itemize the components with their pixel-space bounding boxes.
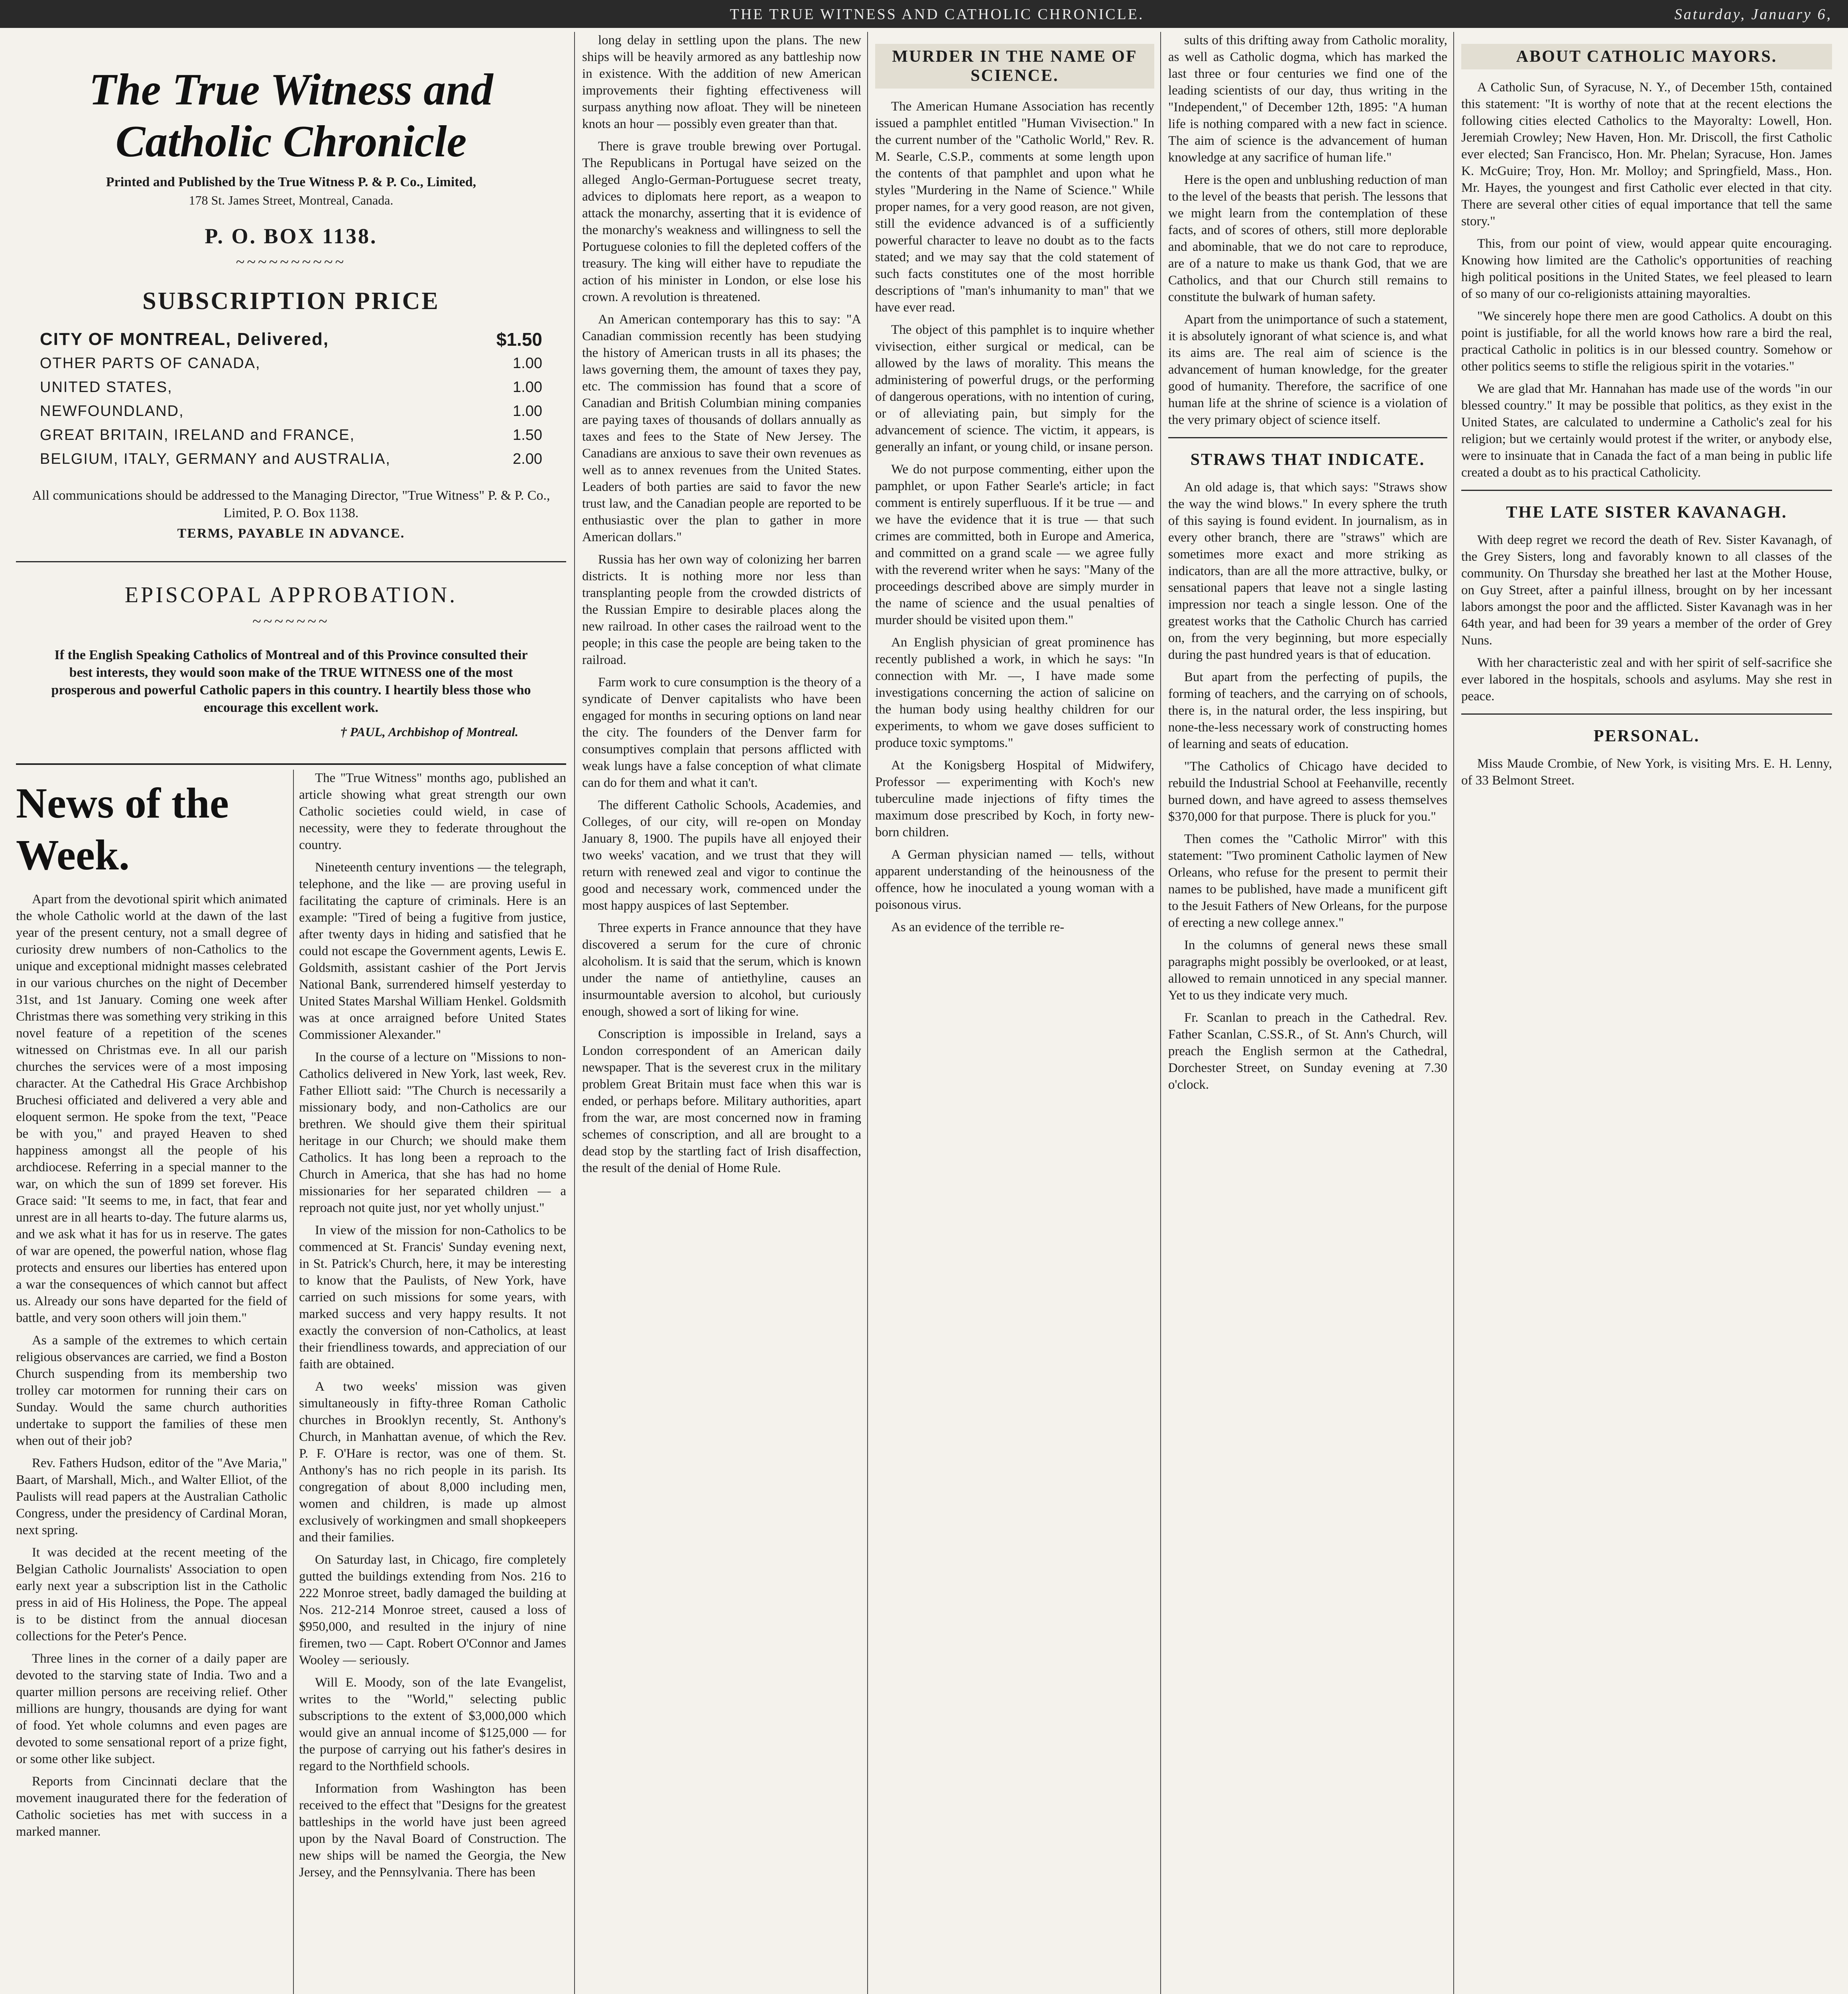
dateline bbox=[16, 763, 566, 770]
article-paragraph: In the columns of general news these small paragraphs might possibly be overlooked, or at least, allowed to remain unnoticed in any special manner. Yet to us they indicate very much. bbox=[1168, 938, 1447, 1003]
section-title-personal: PERSONAL. bbox=[1593, 727, 1700, 745]
article-paragraph: An American contemporary has this to say: "A Canadian commission recently has been studying the history of American trusts in all its phases; the laws governing them, the amount of taxes they pay, etc. The commission has found that a score of Canadian and British Columbian mining companies are paying taxes of thousands of dollars annually as taxes and fees to the State of New Jersey. The Canadians are anxious to save their own revenues as well as to annex revenues from the United States. Leaders of both parties are said to favor the new trust law, and the Canadian people are reported to be enthusiastic over the plan to gather in more American dollars." bbox=[582, 312, 861, 544]
price-amount: 1.50 bbox=[513, 427, 542, 443]
subscription-notice: All communications should be addressed to the Managing Director, "True Witness" P. & P. Co., Limited, P. O. Box 1138. bbox=[32, 488, 550, 520]
price-label: NEWFOUNDLAND, bbox=[40, 403, 184, 420]
article-paragraph: Three experts in France announce that they have discovered a serum for the cure of chronic alcoholism. It is said that the serum, which is known under the name of antiethyline, causes an insurmountable aversion to alcohol, but curiously enough, showed a sort of liking for wine. bbox=[582, 921, 861, 1019]
flourish-ornament: ~~~~~~~ bbox=[252, 612, 330, 630]
article-paragraph: Then comes the "Catholic Mirror" with this statement: "Two prominent Catholic laymen of New Orleans, who refuse for the present to permit their names to be published, have made a munificent gift to the Jesuit Fathers of New Orleans, for the purpose of erecting a new college annex." bbox=[1168, 832, 1447, 930]
column-4 bbox=[875, 32, 1154, 1994]
episcopal-heading: EPISCOPAL APPROBATION. bbox=[124, 583, 458, 607]
article-paragraph: As a sample of the extremes to which certain religious observances are carried, we find a Boston Church suspending from its membership two trolley car motormen for running their cars on Sunday. Would the same church authorities undertake to support the families of these men when out of their job? bbox=[16, 1333, 287, 1448]
masthead-publisher: Printed and Published by the True Witness P. & P. Co., Limited, bbox=[106, 175, 476, 189]
column-rule bbox=[293, 770, 294, 1994]
section-title-kavanagh: THE LATE SISTER KAVANAGH. bbox=[1506, 503, 1787, 522]
article-paragraph: Nineteenth century inventions — the telegraph, telephone, and the like — are proving useful in facilitating the capture of criminals. Here is an example: "Tired of being a fugitive from justice, after twenty days in hiding and satisfied that he could not escape the Government agents, Lewis E. Goldsmith, assistant cashier of the Port Jervis National Bank, surrendered himself yesterday to United States Marshal William Henkel. Goldsmith was at once arraigned before United States Commissioner Alexander." bbox=[299, 860, 566, 1042]
article-paragraph: A Catholic Sun, of Syracuse, N. Y., of December 15th, contained this statement: "It is worthy of note that at the recent elections the following cities elected Catholics to the Mayoralty: Lowell, Hon. Jeremiah Crowley; New Haven, Hon. Mr. Driscoll, the first Catholic ever elected; San Francisco, Hon. Mr. Phelan; Syracuse, Hon. James K. McGuire; Troy, Hon. Mr. Molloy; and Springfield, Mass., Hon. Mr. Hayes, the youngest and first Catholic ever elected in that city. There are several other cities of equal importance that tell the same story." bbox=[1461, 80, 1832, 229]
article-paragraph: The American Humane Association has recently issued a pamphlet entitled "Human Vivisection." In the current number of the "Catholic World," Rev. R. M. Searle, C.S.P., comments at some length upon the contents of that pamphlet and upon what he styles "Murdering in the Name of Science." While proper names, for a very good reason, are not given, still the evidence advanced is of a sufficiently powerful character to leave no doubt as to the facts stated; and we may say that the cold statement of such facts constitutes one of the most horrible descriptions of "man's inhumanity to man" that we have ever read. bbox=[875, 99, 1154, 315]
article-paragraph: As an evidence of the terrible re- bbox=[891, 920, 1065, 934]
subscription-terms: TERMS, PAYABLE IN ADVANCE. bbox=[177, 526, 405, 541]
masthead-address: 178 St. James Street, Montreal, Canada. bbox=[189, 193, 394, 207]
subscription-table bbox=[16, 327, 566, 471]
price-row bbox=[16, 447, 566, 471]
price-row bbox=[16, 351, 566, 375]
price-amount: $1.50 bbox=[496, 329, 542, 350]
article-paragraph: On Saturday last, in Chicago, fire completely gutted the buildings extending from Nos. 216 to 222 Monroe street, badly damaged the building at Nos. 212-214 Monroe street, caused a loss of $950,000, and resulted in the injury of nine firemen, two — Capt. Robert O'Connor and James Wooley — seriously. bbox=[299, 1553, 566, 1667]
section-title-murder: MURDER IN THE NAME OF SCIENCE. bbox=[875, 44, 1154, 89]
article-paragraph: Information from Washington has been received to the effect that "Designs for the greatest battleships in the world have just been agreed upon by the Naval Board of Construction. The new ships will be named the Georgia, the New Jersey, and the Pennsylvania. There has been bbox=[299, 1781, 566, 1880]
price-label: GREAT BRITAIN, IRELAND and FRANCE, bbox=[40, 427, 355, 443]
article-paragraph: An English physician of great prominence has recently published a work, in which he says: "In connection with Mr. —, I have made some investigations concerning the action of salicine on the human body using healthy children for our experiments, to whom we gave doses sufficient to produce toxic symptoms." bbox=[875, 635, 1154, 750]
article-paragraph: "The Catholics of Chicago have decided to rebuild the Industrial School at Feehanville, recently burned down, and have agreed to assess themselves $370,000 for that purpose. There is pluck for you." bbox=[1168, 759, 1447, 824]
article-paragraph: "We sincerely hope there men are good Catholics. A doubt on this point is justifiable, for all the world knows how rare a bird the real, practical Catholic in politics is in our blessed country. Somehow or other politics seems to stifle the religious spirit in the votaries." bbox=[1461, 309, 1832, 374]
running-header bbox=[0, 0, 1848, 28]
column-rule bbox=[1453, 32, 1454, 1994]
article-paragraph: Russia has her own way of colonizing her barren districts. It is nothing more nor less than transplanting people from the crowded districts of the Russian Empire to desirable places along the new railroad. In other cases the railroad went to the people; in this case the people are being taken to the railroad. bbox=[582, 552, 861, 667]
masthead-title: The True Witness and Catholic Chronicle bbox=[89, 65, 493, 166]
po-box: P. O. BOX 1138. bbox=[205, 224, 378, 248]
price-label: CITY OF MONTREAL, Delivered, bbox=[40, 329, 329, 349]
column-rule bbox=[867, 32, 868, 1994]
news-of-week-heading: News of the Week. bbox=[16, 780, 229, 879]
article-paragraph: A German physician named — tells, without apparent understanding of the heinousness of the offence, how he inoculated a young woman with a poisonous virus. bbox=[875, 847, 1154, 912]
article-paragraph: Reports from Cincinnati declare that the movement inaugurated there for the federation of Catholic societies has met with success in a marked manner. bbox=[16, 1774, 287, 1839]
column-6 bbox=[1461, 32, 1832, 1994]
article-paragraph: Apart from the unimportance of such a statement, it is absolutely ignorant of what science is, and what its aims are. The real aim of science is the advancement of human knowledge, for the greater good of humanity. Therefore, the sacrifice of one human life at the shrine of science is a violation of the very primary object of science itself. bbox=[1168, 312, 1447, 427]
price-amount: 2.00 bbox=[513, 451, 542, 467]
price-amount: 1.00 bbox=[513, 355, 542, 372]
column-1 bbox=[16, 770, 287, 1994]
article-paragraph: But apart from the perfecting of pupils, the forming of teachers, and the carrying on of schools, there is, in the natural order, the less inspiring, but none-the-less necessary work of constructing homes of learning and seats of education. bbox=[1168, 670, 1447, 751]
price-row bbox=[16, 399, 566, 423]
article-paragraph: An old adage is, that which says: "Straws show the way the wind blows." In every sphere the truth of this saying is found evident. In journalism, as in every other branch, there are "straws" which are sometimes more exact and more striking as indicators, than are all the more attractive, bulky, or sensational papers that leave not a single lasting impression nor teach a single lesson. One of the greatest works that the Catholic Church has carried on, from the very beginning, but more especially during the past hundred years is that of education. bbox=[1168, 480, 1447, 662]
article-paragraph: With her characteristic zeal and with her spirit of self-sacrifice she ever labored in the hospitals, schools and asylums. May she rest in peace. bbox=[1461, 656, 1832, 703]
article-paragraph: At the Konigsberg Hospital of Midwifery, Professor — experimenting with Koch's new tuberculine made injections of fifty times the maximum dose prescribed by Koch, in forty new-born children. bbox=[875, 758, 1154, 839]
article-paragraph: Three lines in the corner of a daily paper are devoted to the starving state of India. Two and a quarter million persons are receiving relief. Other millions are hungry, thousands are dying for want of food. Yet whole columns and even pages are devoted to some sensational report of a prize fight, or some other like subject. bbox=[16, 1651, 287, 1766]
running-header-date: Saturday, January 6, bbox=[1674, 6, 1832, 23]
column-2 bbox=[299, 770, 566, 1994]
divider bbox=[1461, 490, 1832, 491]
article-paragraph: sults of this drifting away from Catholic morality, as well as Catholic dogma, which has marked the last three or four centuries we find one of the leading scientists of our day, thus writing in the "Independent," of December 12th, 1895: "A human life is nothing compared with a new fact in science. The aim of science is the advancement of human knowledge at any sacrifice of human life." bbox=[1168, 33, 1447, 165]
article-paragraph: Apart from the devotional spirit which animated the whole Catholic world at the dawn of the last year of the present century, not a small degree of curiosity drew numbers of non-Catholics to the unique and exceptional midnight masses celebrated in our various churches on the night of December 31st, and 1st January. Coming one week after Christmas there was something very striking in this novel feature of a repetition of the scenes witnessed on Christmas eve. In all our parish churches the services were of a most imposing character. At the Cathedral His Grace Archbishop Bruchesi officiated and delivered a very able and eloquent sermon. He spoke from the text, "Peace be with you," and prayed Heaven to shed happiness amongst all the people of his archdiocese. Referring in a special manner to the war, on which the sun of 1899 set forever. His Grace said: "It seems to me, in fact, that fear and unrest are in all hearts to-day. The future alarms us, and we ask what it has for us in reserve. The gates of war are opened, the powerful nation, whose flag protects and ensures our liberties has entered upon a war the consequences of which cannot but affect us. Already our sons have departed for the field of battle, and very soon others will join them." bbox=[16, 892, 287, 1325]
flourish-ornament: ~~~~~~~~~~ bbox=[236, 253, 346, 271]
article-paragraph: We do not purpose commenting, either upon the pamphlet, or upon Father Searle's article; in fact comment is entirely superfluous. If it be true — and we have the evidence that it is true — that such crimes are committed, both in Europe and America, and committed on a grand scale — we agree fully with the reverend writer when he says: "Many of the proceedings described above are simply murder in the name of science and the usual penalties of murder should be visited upon them." bbox=[875, 462, 1154, 627]
article-paragraph: In view of the mission for non-Catholics to be commenced at St. Francis' Sunday evening next, in St. Patrick's Church, here, it may be interesting to know that the Paulists, of New York, have carried on such missions for some years, with marked success and very happy results. It not exactly the conversion of non-Catholics, at least their friendliness towards, and appreciation of our faith are obtained. bbox=[299, 1223, 566, 1371]
price-row bbox=[16, 423, 566, 447]
subscription-heading: SUBSCRIPTION PRICE bbox=[142, 288, 440, 315]
price-row bbox=[16, 327, 566, 351]
divider bbox=[1461, 713, 1832, 715]
column-rule bbox=[574, 32, 575, 1994]
article-paragraph: long delay in settling upon the plans. The new ships will be heavily armored as any battleship now in existence. With the addition of new American improvements their fighting effectiveness will surpass anything now afloat. They will be nineteen knots an hour — possibly even greater than that. bbox=[582, 33, 861, 131]
article-paragraph: Rev. Fathers Hudson, editor of the "Ave Maria," Baart, of Marshall, Mich., and Walter Elliot, of the Paulists will read papers at the Australian Catholic Congress, under the presidency of Cardinal Moran, next spring. bbox=[16, 1456, 287, 1537]
episcopal-body: If the English Speaking Catholics of Montreal and of this Province consulted their best interests, they would soon make of the TRUE WITNESS one of the most prosperous and powerful Catholic papers in this country. I heartily bless those who encourage this excellent work. bbox=[51, 648, 531, 715]
article-paragraph: In the course of a lecture on "Missions to non-Catholics delivered in New York, last week, Rev. Father Elliott said: "The Church is necessarily a missionary body, and non-Catholics are our brethren. We should give them their spiritual heritage in our Church; we should make them Catholics. It has long been a reproach to the Church in America, that she has had no home missionaries for her separated children — a reproach not quite just, nor yet wholly unjust." bbox=[299, 1050, 566, 1215]
article-paragraph: Fr. Scanlan to preach in the Cathedral. Rev. Father Scanlan, C.SS.R., of St. Ann's Church, will preach the English sermon at the Cathedral, Dorchester Street, on Sunday evening at 7.30 o'clock. bbox=[1168, 1011, 1447, 1092]
article-paragraph: Farm work to cure consumption is the theory of a syndicate of Denver capitalists who have been engaged for months in securing options on land near the city. The founders of the Denver farm for consumptives complain that persons afflicted with weak lungs have a false conception of what climate can do for them and what it can't. bbox=[582, 675, 861, 790]
column-rule bbox=[1160, 32, 1161, 1994]
article-paragraph: There is grave trouble brewing over Portugal. The Republicans in Portugal have seized on the alleged Anglo-German-Portuguese secret treaty, advices to diplomats here report, as a weapon to attack the monarchy, asserting that it is evidence of the monarchy's weakness and willingness to sell the Portuguese colonies to fill the depleted coffers of the treasury. The king will either have to repudiate the action of his minister in London, or else lose his crown. A revolution is threatened. bbox=[582, 139, 861, 304]
article-paragraph: Here is the open and unblushing reduction of man to the level of the beasts that perish. The lessons that we might learn from the contemplation of these facts, and of scores of others, still more deplorable and abominable, that we do not care to reproduce, are of a nature to make us thank God, that we are Catholics, and that our Church still remains to constitute the bulwark of human safety. bbox=[1168, 173, 1447, 304]
price-label: OTHER PARTS OF CANADA, bbox=[40, 355, 261, 372]
section-title-straws: STRAWS THAT INDICATE. bbox=[1190, 451, 1425, 469]
masthead-block bbox=[16, 32, 566, 770]
article-paragraph: Will E. Moody, son of the late Evangelist, writes to the "World," selecting public subscriptions to the extent of $3,000,000 which would give an annual income of $125,000 — for the purpose of carrying out his father's desires in regard to the Northfield schools. bbox=[299, 1675, 566, 1773]
price-amount: 1.00 bbox=[513, 379, 542, 396]
article-paragraph: We are glad that Mr. Hannahan has made use of the words "in our blessed country." It may be possible that politics, as they exist in the United States, are calculated to undermine a Catholic's zeal for his religion; but we certainly would protest if the writer, or anybody else, were to insinuate that in Canada the fact of a man being in public life created a doubt as to his practical Catholicity. bbox=[1461, 382, 1832, 480]
divider bbox=[16, 561, 566, 562]
divider bbox=[1168, 437, 1447, 438]
article-paragraph: Miss Maude Crombie, of New York, is visiting Mrs. E. H. Lenny, of 33 Belmont Street. bbox=[1461, 757, 1832, 788]
price-amount: 1.00 bbox=[513, 403, 542, 420]
article-paragraph: The object of this pamphlet is to inquire whether vivisection, either surgical or medical, can be allowed by the laws of morality. This means the administering of powerful drugs, or the performing of dangerous operations, with no intention of curing, or of alleviating pain, but simply for the advancement of science. The victim, it appears, is generally an infant, or young child, or insane person. bbox=[875, 323, 1154, 454]
episcopal-signature: † PAUL, Archbishop of Montreal. bbox=[340, 725, 518, 739]
running-header-title: THE TRUE WITNESS AND CATHOLIC CHRONICLE. bbox=[730, 6, 1144, 23]
price-row bbox=[16, 375, 566, 399]
price-label: BELGIUM, ITALY, GERMANY and AUSTRALIA, bbox=[40, 451, 391, 467]
article-paragraph: It was decided at the recent meeting of the Belgian Catholic Journalists' Association to open early next year a subscription list in the Catholic press in aid of His Holiness, the Pope. The appeal is to be distinct from the annual diocesan collections for the Peter's Pence. bbox=[16, 1545, 287, 1643]
column-5 bbox=[1168, 32, 1447, 1994]
section-title-mayors: ABOUT CATHOLIC MAYORS. bbox=[1461, 44, 1832, 69]
article-paragraph: The "True Witness" months ago, published an article showing what great strength our own Catholic societies could wield, in case of necessity, were they to federate throughout the country. bbox=[299, 771, 566, 852]
article-paragraph: A two weeks' mission was given simultaneously in fifty-three Roman Catholic churches in Brooklyn recently, St. Anthony's Church, in Manhattan avenue, of which the Rev. P. F. O'Hare is rector, was one of them. St. Anthony's has no rich people in its parish. Its congregation of about 8,000 including men, women and children, is made up almost exclusively of workingmen and small shopkeepers and their families. bbox=[299, 1379, 566, 1545]
article-paragraph: This, from our point of view, would appear quite encouraging. Knowing how limited are the Catholic's opportunities of reaching high political positions in the United States, we feel pleased to learn of so many of our co-religionists attaining mayoralties. bbox=[1461, 236, 1832, 301]
price-label: UNITED STATES, bbox=[40, 379, 173, 396]
article-paragraph: With deep regret we record the death of Rev. Sister Kavanagh, of the Grey Sisters, long and favorably known to all classes of the community. On Thursday she breathed her last at the Mother House, on Guy Street, after a painful illness, brought on by her incessant labors amongst the poor and the afflicted. Sister Kavanagh was in her 64th year, and had been for 39 years a member of the order of Grey Nuns. bbox=[1461, 533, 1832, 648]
column-3 bbox=[582, 32, 861, 1994]
article-paragraph: Conscription is impossible in Ireland, says a London correspondent of an American daily newspaper. That is the severest crux in the military problem Great Britain must face when this war is ended, or perhaps before. Military authorities, apart from the war, are most concerned now in framing schemes of conscription, and all are brought to a dead stop by the startling fact of Irish disaffection, the result of the denial of Home Rule. bbox=[582, 1027, 861, 1175]
article-paragraph: The different Catholic Schools, Academies, and Colleges, of our city, will re-open on Monday January 8, 1900. The pupils have all enjoyed their two weeks' vacation, and we trust that they will return with renewed zeal and vigor to continue the good and necessary work, commenced under the most happy auspices of last September. bbox=[582, 798, 861, 913]
